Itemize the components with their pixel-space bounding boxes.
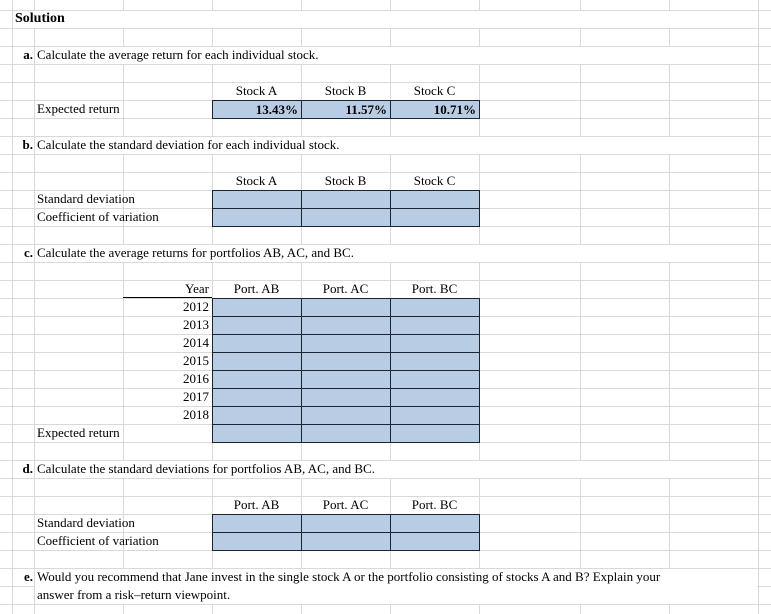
- grid-column-line: [580, 0, 581, 614]
- input-cell[interactable]: [390, 190, 480, 209]
- column-header: Stock A: [235, 173, 278, 188]
- row-label: Coefficient of variation: [37, 209, 159, 224]
- expected-return-cell[interactable]: 11.57%: [301, 100, 391, 119]
- grid-column-line: [12, 0, 13, 614]
- input-cell[interactable]: [301, 370, 391, 389]
- question-text: Calculate the standard deviation for each individual stock.: [37, 137, 340, 152]
- column-header: Stock B: [324, 83, 367, 98]
- input-cell[interactable]: [390, 370, 480, 389]
- input-cell[interactable]: [212, 370, 302, 389]
- question-text: Calculate the average returns for portfolios AB, AC, and BC.: [37, 245, 354, 260]
- grid-row-line: [0, 604, 771, 605]
- year-cell: 2014: [183, 335, 209, 350]
- question-label: e.: [23, 569, 33, 584]
- column-header: Stock C: [413, 173, 456, 188]
- input-cell[interactable]: [301, 424, 391, 443]
- input-cell[interactable]: [212, 532, 302, 551]
- input-cell[interactable]: [301, 514, 391, 533]
- column-header: Stock C: [413, 83, 456, 98]
- input-cell[interactable]: [390, 208, 480, 227]
- year-cell: 2012: [183, 299, 209, 314]
- question-text: Calculate the standard deviations for portfolios AB, AC, and BC.: [37, 461, 375, 476]
- row-label: Standard deviation: [37, 515, 135, 530]
- input-cell[interactable]: [212, 352, 302, 371]
- grid-row-line: [0, 478, 771, 479]
- column-header: Stock A: [235, 83, 278, 98]
- input-cell[interactable]: [390, 532, 480, 551]
- question-text: Would you recommend that Jane invest in the single stock A or the portfolio consisting of stocks A and B? Explain your: [37, 569, 661, 584]
- row-label: Standard deviation: [37, 191, 135, 206]
- column-header: Port. AB: [233, 497, 280, 512]
- input-cell[interactable]: [301, 190, 391, 209]
- input-cell[interactable]: [301, 298, 391, 317]
- merged-cell: [13, 11, 757, 28]
- input-cell[interactable]: [390, 334, 480, 353]
- input-cell[interactable]: [301, 532, 391, 551]
- input-cell[interactable]: [390, 316, 480, 335]
- column-header: Port. BC: [411, 497, 458, 512]
- input-cell[interactable]: [212, 388, 302, 407]
- row-label: Expected return: [37, 425, 120, 440]
- sheet-title: Solution: [15, 11, 65, 26]
- input-cell[interactable]: [212, 208, 302, 227]
- question-label: b.: [22, 137, 33, 152]
- input-cell[interactable]: [301, 388, 391, 407]
- grid-column-line: [758, 0, 759, 614]
- input-cell[interactable]: [390, 424, 480, 443]
- input-cell[interactable]: [212, 424, 302, 443]
- input-cell[interactable]: [212, 334, 302, 353]
- input-cell[interactable]: [301, 406, 391, 425]
- input-cell[interactable]: [212, 514, 302, 533]
- question-label: c.: [23, 245, 33, 260]
- grid-column-line: [34, 0, 35, 614]
- input-cell[interactable]: [390, 352, 480, 371]
- expected-return-cell[interactable]: 10.71%: [390, 100, 480, 119]
- question-label: a.: [23, 47, 33, 62]
- year-cell: 2018: [183, 407, 209, 422]
- grid-row-line: [0, 28, 771, 29]
- year-cell: 2015: [183, 353, 209, 368]
- column-header: Port. AC: [322, 497, 369, 512]
- input-cell[interactable]: [301, 334, 391, 353]
- input-cell[interactable]: [390, 514, 480, 533]
- input-cell[interactable]: [212, 316, 302, 335]
- column-header: Port. AB: [233, 281, 280, 296]
- input-cell[interactable]: [212, 298, 302, 317]
- year-header: Year: [185, 281, 209, 296]
- year-cell: 2016: [183, 371, 209, 386]
- input-cell[interactable]: [301, 316, 391, 335]
- input-cell[interactable]: [390, 298, 480, 317]
- input-cell[interactable]: [212, 190, 302, 209]
- row-label: Coefficient of variation: [37, 533, 159, 548]
- year-cell: 2013: [183, 317, 209, 332]
- input-cell[interactable]: [390, 388, 480, 407]
- input-cell[interactable]: [212, 406, 302, 425]
- grid-row-line: [0, 64, 771, 65]
- question-label: d.: [22, 461, 33, 476]
- input-cell[interactable]: [301, 352, 391, 371]
- column-header: Port. AC: [322, 281, 369, 296]
- input-cell[interactable]: [301, 208, 391, 227]
- question-text: answer from a risk–return viewpoint.: [37, 587, 231, 602]
- grid-column-line: [669, 0, 670, 614]
- column-header: Port. BC: [411, 281, 458, 296]
- grid-row-line: [0, 262, 771, 263]
- input-cell[interactable]: [390, 406, 480, 425]
- expected-return-cell[interactable]: 13.43%: [212, 100, 302, 119]
- column-header: Stock B: [324, 173, 367, 188]
- question-text: Calculate the average return for each individual stock.: [37, 47, 319, 62]
- year-cell: 2017: [183, 389, 209, 404]
- grid-row-line: [0, 154, 771, 155]
- row-label: Expected return: [37, 101, 120, 116]
